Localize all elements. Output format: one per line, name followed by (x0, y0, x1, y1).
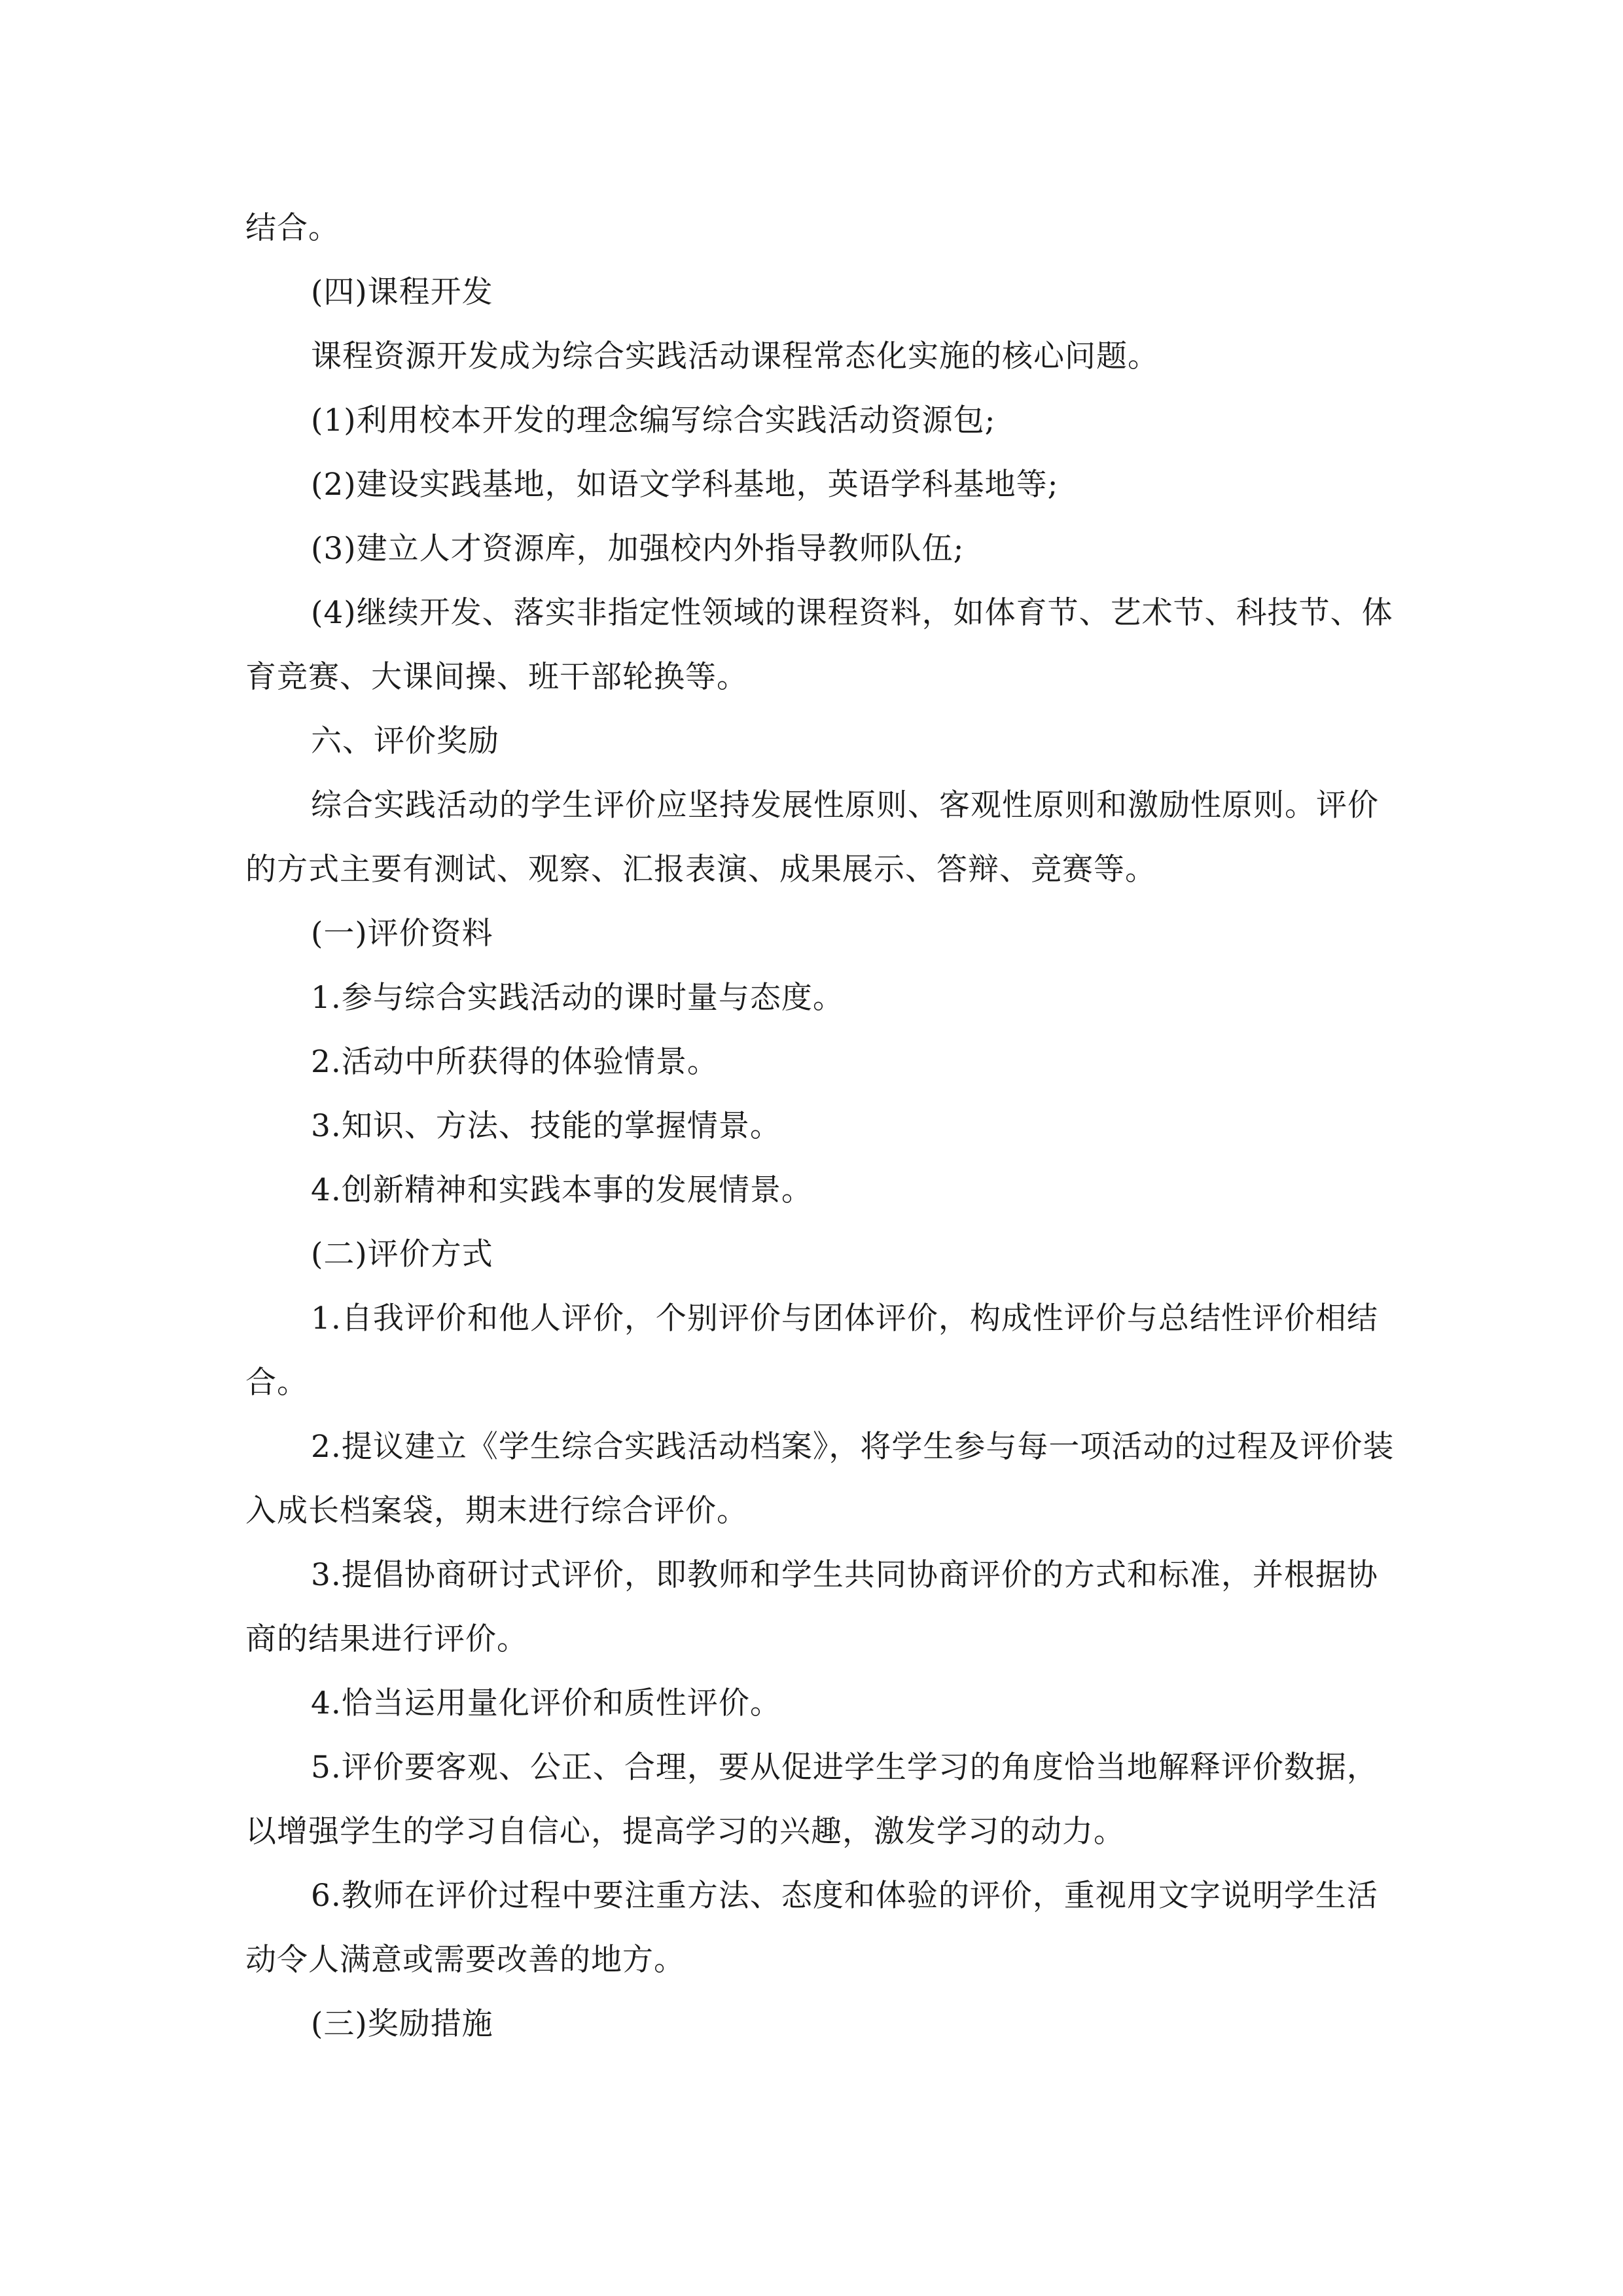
list-item: 1.自我评价和他人评价，个别评价与团体评价，构成性评价与总结性评价相结合。 (245, 1300, 1378, 1401)
subsection-heading-evaluation-materials: (一)评价资料 (311, 916, 493, 952)
list-item: 3.知识、方法、技能的掌握情景。 (311, 1108, 781, 1144)
list-item: (4)继续开发、落实非指定性领域的课程资料，如体育节、艺术节、科技节、体育竞赛、大课间操、班干部轮换等。 (245, 595, 1393, 695)
paragraph-continuation: 结合。 (245, 210, 340, 246)
subsection-heading-evaluation-methods: (二)评价方式 (311, 1236, 493, 1272)
list-item: 4.创新精神和实践本事的发展情景。 (311, 1172, 813, 1208)
section-heading-evaluation-rewards: 六、评价奖励 (311, 723, 499, 759)
subsection-heading-reward-measures: (三)奖励措施 (311, 2006, 493, 2042)
list-item: (1)利用校本开发的理念编写综合实践活动资源包; (311, 403, 996, 439)
document-body (245, 196, 1397, 2056)
section-heading-course-development: (四)课程开发 (311, 274, 493, 310)
list-item: 6.教师在评价过程中要注重方法、态度和体验的评价，重视用文字说明学生活动令人满意或需要改善的地方。 (245, 1878, 1378, 1978)
list-item: 1.参与综合实践活动的课时量与态度。 (311, 980, 844, 1016)
list-item: 5.评价要客观、公正、合理，要从促进学生学习的角度恰当地解释评价数据，以增强学生的学习自信心，提高学习的兴趣，激发学习的动力。 (245, 1749, 1378, 1850)
paragraph: 课程资源开发成为综合实践活动课程常态化实施的核心问题。 (311, 338, 1159, 374)
list-item: 2.活动中所获得的体验情景。 (311, 1044, 719, 1080)
list-item: 3.提倡协商研讨式评价，即教师和学生共同协商评价的方式和标准，并根据协商的结果进行评价。 (245, 1557, 1378, 1657)
paragraph: 综合实践活动的学生评价应坚持发展性原则、客观性原则和激励性原则。评价的方式主要有测试、观察、汇报表演、成果展示、答辩、竞赛等。 (245, 787, 1379, 888)
list-item: (3)建立人才资源库，加强校内外指导教师队伍; (311, 531, 965, 567)
list-item: (2)建设实践基地，如语文学科基地，英语学科基地等; (311, 467, 1059, 503)
list-item: 2.提议建立《学生综合实践活动档案》，将学生参与每一项活动的过程及评价装入成长档案袋，期末进行综合评价。 (245, 1429, 1395, 1529)
list-item: 4.恰当运用量化评价和质性评价。 (311, 1685, 781, 1721)
